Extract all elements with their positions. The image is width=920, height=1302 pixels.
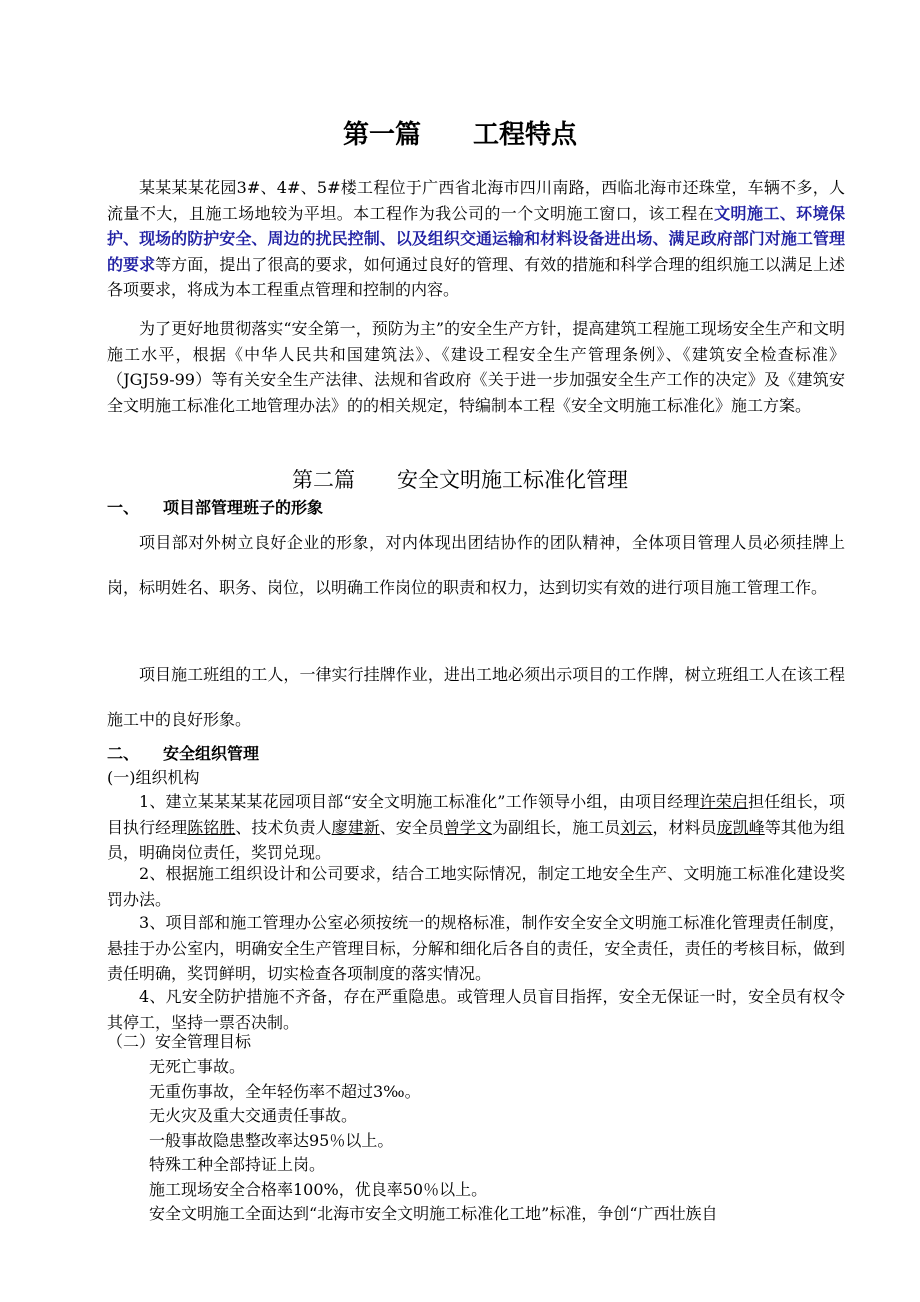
safety-goal: 无火灾及重大交通责任事故。 — [149, 1106, 358, 1125]
subsection-safety-goals: （二）安全管理目标 — [107, 1032, 252, 1051]
intro-highlight: 文明施工、环境保护、现场的防护安全、周边的扰民控制、以及组织交通运输和材料设备进出场、满足政府部门对施工管理的要求 — [107, 203, 845, 274]
part1-title: 第一篇 工程特点 — [342, 120, 577, 150]
org-item-1: 1、建立某某某某花园项目部“安全文明施工标准化”工作领导小组，由项目经理许荣启担任组长，项目执行经理陈铭胜、技术负责人廖建新、安全员曾学文为副组长，施工员刘云，材料员庞凯峰等其他为组员，明确岗位责任，奖罚兑现。 — [107, 792, 845, 863]
safety-officer-name: 曾学文 — [443, 817, 493, 837]
safety-goal: 施工现场安全合格率100%，优良率50％以上。 — [149, 1180, 488, 1199]
tech-lead-name: 廖建新 — [331, 817, 380, 837]
intro-text-end: 等方面，提出了很高的要求，如何通过良好的管理、有效的措施和科学合理的组织施工以满足上述各项要求，将成为本工程重点管理和控制的内容。 — [107, 254, 845, 300]
org-item-3: 3、项目部和施工管理办公室必须按统一的规格标准，制作安全安全文明施工标准化管理责任制度，悬挂于办公室内，明确安全生产管理目标，分解和细化后各自的责任，安全责任，责任的考核目标，做到责任明确，奖罚鲜明，切实检查各项制度的落实情况。 — [107, 913, 845, 984]
safety-goal: 安全文明施工全面达到“北海市安全文明施工标准化工地”标准，争创“广西壮族自 — [149, 1204, 718, 1223]
section1-paragraph-2: 项目施工班组的工人，一律实行挂牌作业，进出工地必须出示项目的工作牌，树立班组工人在该工程施工中的良好形象。 — [107, 665, 845, 729]
material-officer-name: 庞凯峰 — [716, 817, 765, 837]
part2-title: 第二篇 安全文明施工标准化管理 — [292, 468, 628, 492]
subsection-org-structure: (一)组织机构 — [107, 768, 200, 787]
section2-heading: 二、 安全组织管理 — [107, 744, 260, 763]
safety-goal: 一般事故隐患整改率达95％以上。 — [149, 1131, 394, 1150]
leader-name: 许荣启 — [699, 792, 749, 811]
exec-manager-name: 陈铭胜 — [187, 817, 236, 837]
section1-heading: 一、 项目部管理班子的形象 — [107, 498, 324, 517]
org-item-4: 4、凡安全防护措施不齐备，存在严重隐患。或管理人员盲目指挥，安全无保证一时，安全员有权令其停工，坚持一票否决制。 — [107, 987, 845, 1032]
org-item-2: 2、根据施工组织设计和公司要求，结合工地实际情况，制定工地安全生产、文明施工标准化建设奖罚办法。 — [107, 864, 845, 909]
safety-goal: 无重伤事故，全年轻伤率不超过3‰。 — [149, 1082, 421, 1101]
intro-paragraph-2: 为了更好地贯彻落实“安全第一，预防为主”的安全生产方针，提高建筑工程施工现场安全生产和文明施工水平，根据《中华人民共和国建筑法》、《建设工程安全生产管理条例》、《建筑安全检查标准》（JGJ59-99）等有关安全生产法律、法规和省政府《关于进一步加强安全生产工作的决定》及《建筑安全文明施工标准化工地管理办法》的的相关规定，特编制本工程《安全文明施工标准化》施工方案。 — [107, 319, 845, 415]
intro-text: 某某某某花园3#、4#、5#楼工程位于广西省北海市四川南路，西临北海市还珠堂，车辆不多，人流量不大，且施工场地较为平坦。本工程作为我公司的一个文明施工窗口，该工程在 — [107, 178, 845, 223]
section1-paragraph-1: 项目部对外树立良好企业的形象，对内体现出团结协作的团队精神，全体项目管理人员必须挂牌上岗，标明姓名、职务、岗位，以明确工作岗位的职责和权力，达到切实有效的进行项目施工管理工作。 — [107, 533, 845, 597]
worker-name: 刘云 — [620, 817, 653, 837]
safety-goal: 特殊工种全部持证上岗。 — [149, 1155, 326, 1174]
intro-paragraph-1 — [107, 175, 845, 303]
safety-goal: 无死亡事故。 — [149, 1057, 246, 1076]
